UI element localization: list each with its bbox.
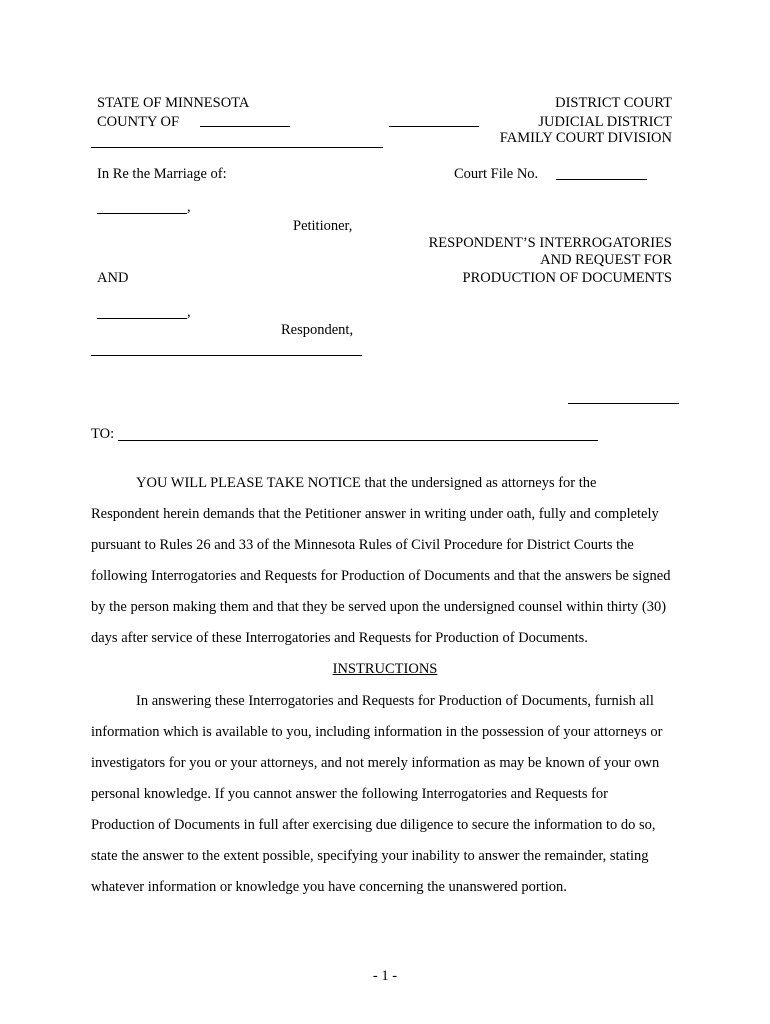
- instructions-line: investigators for you or your attorneys, and not merely information as may be known of your own: [91, 755, 660, 771]
- county-text: COUNTY OF: [97, 114, 180, 130]
- instructions-heading: INSTRUCTIONS: [332, 661, 438, 677]
- notice-paragraph: [91, 468, 691, 654]
- instructions-line: state the answer to the extent possible, specifying your inability to answer the remainder, stating: [91, 848, 649, 864]
- district-blank[interactable]: [389, 126, 479, 127]
- notice-line: by the person making them and that they be served upon the undersigned counsel within thirty (30): [91, 599, 667, 615]
- court-file-label: Court File No.: [454, 166, 539, 182]
- respondent-label: Respondent,: [281, 322, 354, 338]
- to-blank[interactable]: [118, 440, 598, 441]
- county-blank[interactable]: [200, 126, 290, 127]
- notice-line: pursuant to Rules 26 and 33 of the Minnesota Rules of Civil Procedure for District Courts the: [91, 537, 634, 553]
- instructions-paragraph: [91, 686, 691, 903]
- division-label: FAMILY COURT DIVISION: [499, 130, 672, 146]
- instructions-line: information which is available to you, including information in the possession of your attorneys or: [91, 724, 663, 740]
- court-label: DISTRICT COURT: [555, 95, 672, 111]
- right-blank[interactable]: [568, 403, 679, 404]
- doc-title-line2: AND REQUEST FOR: [540, 252, 672, 268]
- notice-line: days after service of these Interrogatories and Requests for Production of Documents.: [91, 630, 588, 646]
- petitioner-name-blank[interactable]: [97, 213, 187, 214]
- in-re-label: In Re the Marriage of:: [97, 166, 227, 182]
- petitioner-label: Petitioner,: [293, 218, 353, 234]
- court-file-blank[interactable]: [556, 179, 647, 180]
- to-label: TO:: [91, 426, 115, 442]
- instructions-line: whatever information or knowledge you have concerning the unanswered portion.: [91, 879, 567, 895]
- caption-divider-top: [91, 147, 383, 148]
- petitioner-comma: ,: [187, 199, 191, 215]
- instructions-line: In answering these Interrogatories and Requests for Production of Documents, furnish all: [136, 693, 654, 709]
- instructions-line: personal knowledge. If you cannot answer the following Interrogatories and Requests for: [91, 786, 609, 802]
- notice-line: Respondent herein demands that the Petitioner answer in writing under oath, fully and completely: [91, 506, 659, 522]
- instructions-line: Production of Documents in full after exercising due diligence to secure the information to do so,: [91, 817, 656, 833]
- caption-divider-bottom: [91, 355, 362, 356]
- notice-line: YOU WILL PLEASE TAKE NOTICE that the undersigned as attorneys for the: [136, 475, 597, 491]
- doc-title-line1: RESPONDENT’S INTERROGATORIES: [428, 235, 672, 251]
- respondent-name-blank[interactable]: [97, 318, 187, 319]
- page-number: - 1 -: [372, 968, 398, 984]
- district-label: JUDICIAL DISTRICT: [538, 114, 672, 130]
- county-label: [97, 114, 179, 131]
- respondent-comma: ,: [187, 304, 191, 320]
- state-label: STATE OF MINNESOTA: [97, 95, 250, 111]
- notice-line: following Interrogatories and Requests for Production of Documents and that the answers be signed: [91, 568, 671, 584]
- and-label: AND: [97, 270, 129, 286]
- doc-title-line3: PRODUCTION OF DOCUMENTS: [462, 270, 672, 286]
